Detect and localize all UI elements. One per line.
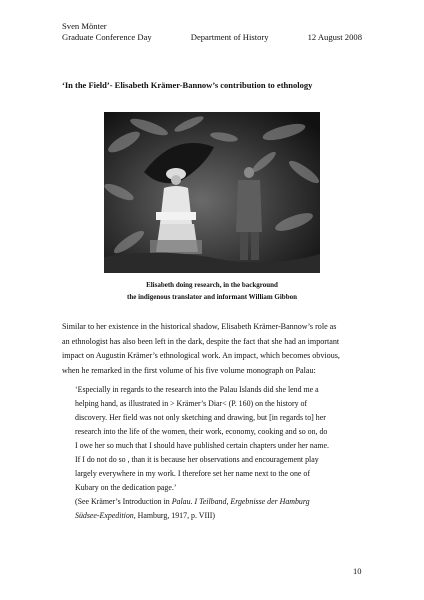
header-author: Sven Mönter [62,21,107,31]
quote-line: discovery. Her field was not only sketching and drawing, but [in regards to] her [75,413,326,422]
header-department: Department of History [190,32,269,42]
source-prefix: (See Krämer’s Introduction in [75,497,172,506]
article-title: ‘In the Field’- Elisabeth Krämer-Bannow’s contribution to ethnology [62,80,313,90]
quote-line: ‘Especially in regards to the research into the Palau Islands did she lend me a [75,385,319,394]
body-paragraph [62,320,367,378]
quote-line: Kubary on the dedication page.’ [75,483,177,492]
paragraph-line: Similar to her existence in the historical shadow, Elisabeth Krämer-Bannow’s role as [62,322,337,331]
quote-line: helping hand, as illustrated in > Krämer’s Diar< (P. 160) on the history of [75,399,308,408]
header-row [62,32,362,43]
historical-photo [104,112,320,273]
quote-line: largely everywhere in my work. I therefore set her name next to the one of [75,469,310,478]
caption-line-1: Elisabeth doing research, in the background [146,281,278,289]
page-header [62,21,362,43]
quote-line: I owe her so much that I should have published certain chapters under her name. [75,441,329,450]
quote-source-line-2 [75,509,365,523]
block-quote [75,383,365,523]
paragraph-line: when he remarked in the first volume of his five volume monograph on Palau: [62,365,316,375]
header-event: Graduate Conference Day [62,32,152,42]
caption-line-2: the indigenous translator and informant William Gibbon [127,293,297,301]
source-series-italic: Südsee-Expedition [75,511,134,520]
source-suffix: , Hamburg, 1917, p. VIII) [133,511,215,520]
header-date: 12 August 2008 [307,32,362,42]
paragraph-line: impact on Augustin Krämer’s ethnological work. An impact, which becomes obvious, [62,351,340,361]
quote-line: research into the life of the women, their work, economy, cooking and so on, do [75,427,328,436]
photo-illustration [104,112,320,273]
paragraph-line: an ethnologist has also been left in the dark, despite the fact that she had an important [62,336,340,346]
quote-line: If I do not do so , than it is because her observations and encouragement play [75,455,319,464]
page-number: 10 [353,566,362,576]
photo-caption [62,279,362,303]
source-title-italic: Palau. I Teilband, Ergebnisse der Hamburg [171,497,310,506]
quote-source-line-1 [75,495,365,509]
